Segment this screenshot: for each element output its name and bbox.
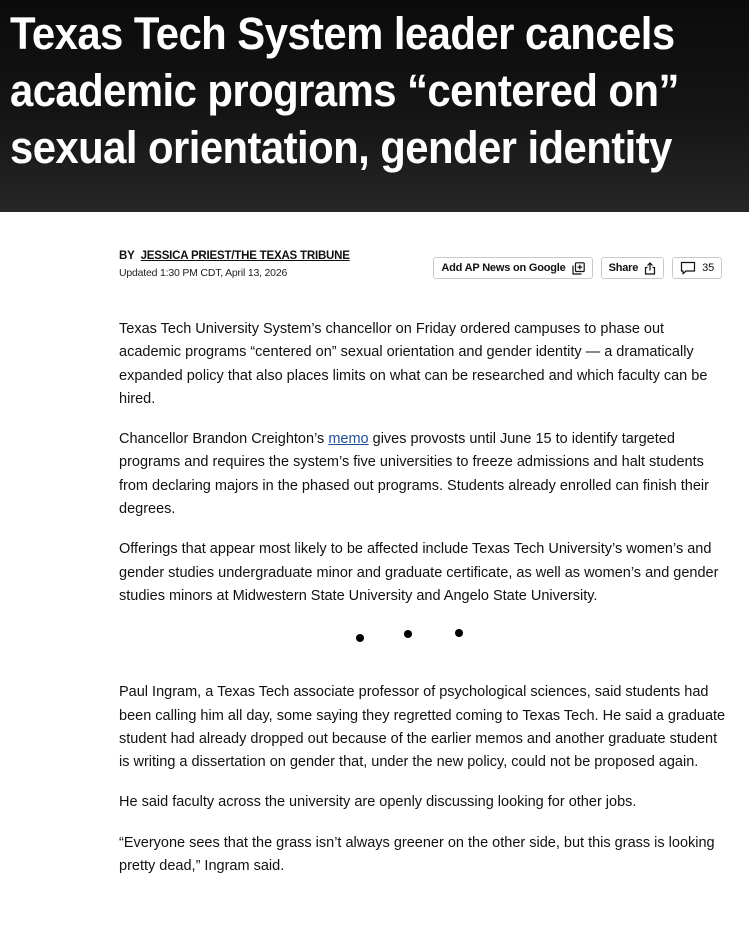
article-paragraph: He said faculty across the university are openly discussing looking for other jobs. bbox=[119, 794, 637, 811]
section-break bbox=[119, 625, 729, 675]
add-source-icon bbox=[572, 262, 585, 275]
article-actions bbox=[433, 257, 722, 279]
paragraph-text: gives provosts until June 15 to identify targeted programs and requires the system’s five universities to freeze admissions and halt students from declaring majors in the phased out programs. Students already enrolled can finish their degrees. bbox=[119, 431, 709, 518]
section-break-dot bbox=[404, 630, 412, 638]
article-body bbox=[119, 318, 729, 878]
article-paragraph: “Everyone sees that the grass isn’t always greener on the other side, but this grass is looking pretty dead,” Ingram said. bbox=[119, 834, 715, 875]
article-paragraph bbox=[119, 428, 729, 521]
article-paragraph: Offerings that appear most likely to be affected include Texas Tech University’s women’s and gender studies undergraduate minor and graduate certificate, as well as women’s and gender studies minors at Midwestern State University and Angelo State University. bbox=[119, 541, 719, 604]
article-headline: Texas Tech System leader cancels academic programs “centered on” sexual orientation, gender identity bbox=[10, 8, 679, 173]
paragraph-text: Chancellor Brandon Creighton’s bbox=[119, 431, 329, 448]
byline-prefix: BY bbox=[119, 250, 135, 262]
share-label: Share bbox=[608, 262, 639, 274]
author-link[interactable]: JESSICA PRIEST/THE TEXAS TRIBUNE bbox=[140, 250, 350, 262]
section-break-dot bbox=[356, 634, 364, 642]
add-on-google-label: Add AP News on Google bbox=[441, 262, 566, 274]
comment-count: 35 bbox=[702, 262, 714, 274]
article-paragraph: Texas Tech University System’s chancellor on Friday ordered campuses to phase out academic programs “centered on” sexual orientation and gender identity — a dramatically expanded policy that also places limits on what can be researched and which faculty can be hired. bbox=[119, 321, 708, 407]
article-paragraph: Paul Ingram, a Texas Tech associate professor of psychological sciences, said students had been calling him all day, some saying they regretted coming to Texas Tech. He said a graduate student had already dropped out because of the earlier memos and another graduate student is writing a dissertation on gender that, under the new policy, could not be proposed again. bbox=[119, 684, 726, 771]
memo-link[interactable]: memo bbox=[328, 431, 369, 448]
comment-icon bbox=[680, 261, 696, 275]
byline-row bbox=[119, 250, 722, 292]
add-on-google-button[interactable] bbox=[433, 257, 592, 279]
share-button[interactable] bbox=[601, 257, 665, 279]
share-icon bbox=[644, 262, 656, 275]
headline-banner bbox=[0, 0, 749, 212]
comments-button[interactable] bbox=[672, 257, 722, 279]
section-break-dot bbox=[455, 629, 463, 637]
updated-timestamp: Updated 1:30 PM CDT, April 13, 2026 bbox=[119, 267, 288, 279]
